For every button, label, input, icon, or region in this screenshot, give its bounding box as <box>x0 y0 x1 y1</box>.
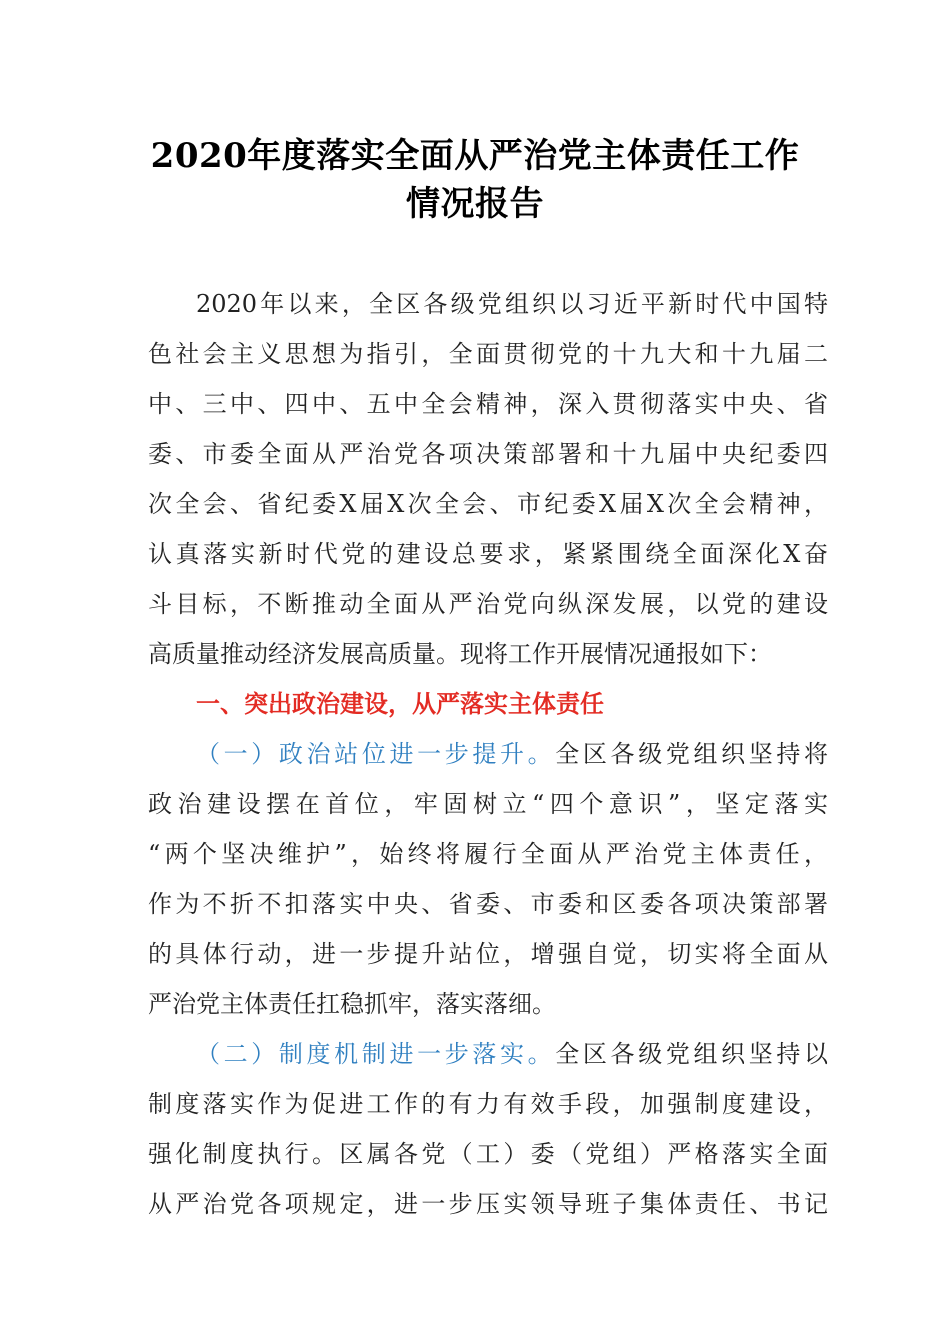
intro-line: 中、三中、四中、五中全会精神，深入贯彻落实中央、省 <box>148 390 828 418</box>
para1-first-line <box>196 734 828 769</box>
intro-line: 色社会主义思想为指引，全面贯彻党的十九大和十九届二 <box>148 340 828 368</box>
para2-first-text: 全区各级党组织坚持以 <box>555 1040 829 1068</box>
para1-line: 作为不折不扣落实中央、省委、市委和区委各项决策部署 <box>148 890 828 918</box>
intro-line: 2020年以来，全区各级党组织以习近平新时代中国特 <box>196 290 828 318</box>
para2-line: 强化制度执行。区属各党（工）委（党组）严格落实全面 <box>148 1140 828 1168</box>
para1-first-text: 全区各级党组织坚持将 <box>555 740 829 768</box>
para2-line: 从严治党各项规定，进一步压实领导班子集体责任、书记 <box>148 1190 828 1218</box>
para1-line: 严治党主体责任扛稳抓牢，落实落细。 <box>148 990 556 1018</box>
document-title-line-1: 2020年度落实全面从严治党主体责任工作 <box>150 136 800 176</box>
section-heading: 一、突出政治建设，从严落实主体责任 <box>196 690 604 718</box>
para1-line: “两个坚决维护”，始终将履行全面从严治党主体责任， <box>148 840 828 868</box>
para2-subheading: （二）制度机制进一步落实。 <box>196 1040 556 1068</box>
intro-line: 次全会、省纪委X届X次全会、市纪委X届X次全会精神， <box>148 490 828 518</box>
intro-line: 高质量推动经济发展高质量。现将工作开展情况通报如下： <box>148 640 772 668</box>
document-title-line-2: 情况报告 <box>406 184 544 224</box>
intro-line: 斗目标，不断推动全面从严治党向纵深发展，以党的建设 <box>148 590 828 618</box>
intro-line: 认真落实新时代党的建设总要求，紧紧围绕全面深化X奋 <box>148 540 828 568</box>
para2-line: 制度落实作为促进工作的有力有效手段，加强制度建设， <box>148 1090 828 1118</box>
para1-line: 政治建设摆在首位，牢固树立“四个意识”，坚定落实 <box>148 790 828 818</box>
para1-subheading: （一）政治站位进一步提升。 <box>196 740 556 768</box>
para2-first-line <box>196 1034 828 1069</box>
intro-line: 委、市委全面从严治党各项决策部署和十九届中央纪委四 <box>148 440 828 468</box>
para1-line: 的具体行动，进一步提升站位，增强自觉，切实将全面从 <box>148 940 828 968</box>
